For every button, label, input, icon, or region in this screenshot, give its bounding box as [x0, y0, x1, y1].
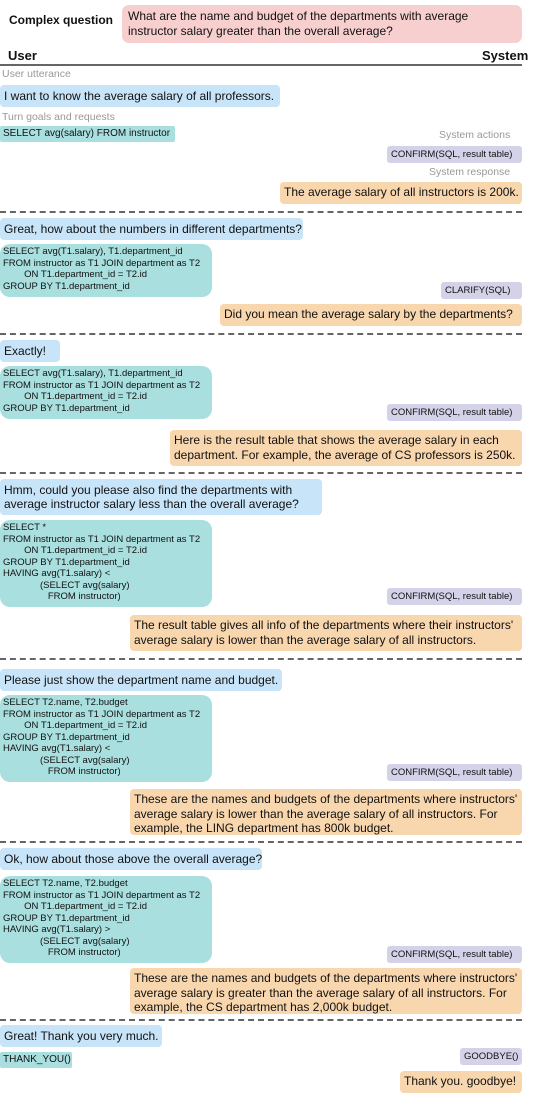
user-utterance-2: Great, how about the numbers in different departments? — [0, 218, 303, 240]
user-utterance-6: Ok, how about those above the overall average? — [0, 848, 262, 870]
turn-separator-4 — [0, 658, 522, 660]
turn-separator-3 — [0, 472, 522, 474]
system-response-label: System response — [429, 166, 511, 178]
complex-question-label: Complex question — [9, 13, 114, 27]
turn-goals-label: Turn goals and requests — [2, 111, 115, 123]
header-separator — [0, 64, 522, 66]
system-column-header: System — [482, 48, 529, 63]
sql-6: SELECT T2.name, T2.budget FROM instructor as T1 JOIN department as T2 ON T1.department_id = T2.id GROUP BY T1.department_id HAVING avg(T1.salary) > (SELECT avg(salary) FROM instructor) — [0, 876, 212, 963]
user-utterance-4: Hmm, could you please also find the departments with average instructor salary less than the overall average? — [0, 479, 322, 515]
system-action-5: CONFIRM(SQL, result table) — [387, 764, 522, 781]
sql-3: SELECT avg(T1.salary), T1.department_id FROM instructor as T1 JOIN department as T2 ON T1.department_id = T2.id GROUP BY T1.department_id — [0, 366, 212, 419]
system-response-7: Thank you. goodbye! — [400, 1071, 522, 1093]
turn-separator-2 — [0, 333, 522, 335]
turn-separator-1 — [0, 211, 522, 213]
system-actions-label: System actions — [439, 129, 511, 141]
sql-2: SELECT avg(T1.salary), T1.department_id FROM instructor as T1 JOIN department as T2 ON T1.department_id = T2.id GROUP BY T1.department_id — [0, 244, 212, 297]
sql-5: SELECT T2.name, T2.budget FROM instructor as T1 JOIN department as T2 ON T1.department_id = T2.id GROUP BY T1.department_id HAVING avg(T1.salary) < (SELECT avg(salary) FROM instructor) — [0, 695, 212, 782]
user-utterance-1: I want to know the average salary of all professors. — [0, 85, 280, 107]
system-action-6: CONFIRM(SQL, result table) — [387, 946, 522, 963]
user-utterance-5: Please just show the department name and budget. — [0, 669, 282, 691]
system-action-2: CLARIFY(SQL) — [441, 282, 522, 299]
system-response-1: The average salary of all instructors is 200k. — [280, 182, 522, 204]
complex-question: What are the name and budget of the departments with average instructor salary greater than the overall average? — [122, 5, 522, 43]
system-response-3: Here is the result table that shows the average salary in each department. For example, the average of CS professors is 250k. — [170, 430, 522, 466]
sql-1: SELECT avg(salary) FROM instructor — [0, 126, 175, 142]
system-action-3: CONFIRM(SQL, result table) — [387, 404, 522, 421]
turn-separator-5 — [0, 841, 522, 843]
user-utterance-3: Exactly! — [0, 340, 60, 362]
user-utterance-label: User utterance — [2, 68, 71, 80]
system-response-2: Did you mean the average salary by the departments? — [220, 304, 522, 326]
system-action-4: CONFIRM(SQL, result table) — [387, 588, 522, 605]
turn-separator-6 — [0, 1019, 522, 1021]
user-column-header: User — [8, 48, 37, 63]
sql-4: SELECT * FROM instructor as T1 JOIN department as T2 ON T1.department_id = T2.id GROUP BY T1.department_id HAVING avg(T1.salary) < (SELECT avg(salary) FROM instructor) — [0, 520, 212, 607]
sql-7: THANK_YOU() — [0, 1052, 72, 1068]
system-action-1: CONFIRM(SQL, result table) — [387, 146, 522, 163]
user-utterance-7: Great! Thank you very much. — [0, 1025, 162, 1047]
system-response-5: These are the names and budgets of the departments where instructors' average salary is lower than the average salary of all instructors. For example, the LING department has 800k budget. — [130, 789, 522, 835]
system-response-6: These are the names and budgets of the departments where instructors' average salary is greater than the average salary of all instructors. For example, the CS department has 2,000k budget. — [130, 968, 522, 1014]
system-response-4: The result table gives all info of the departments where their instructors' average salary is lower than the average salary of all instructors. — [130, 615, 522, 651]
system-action-7: GOODBYE() — [460, 1048, 522, 1065]
